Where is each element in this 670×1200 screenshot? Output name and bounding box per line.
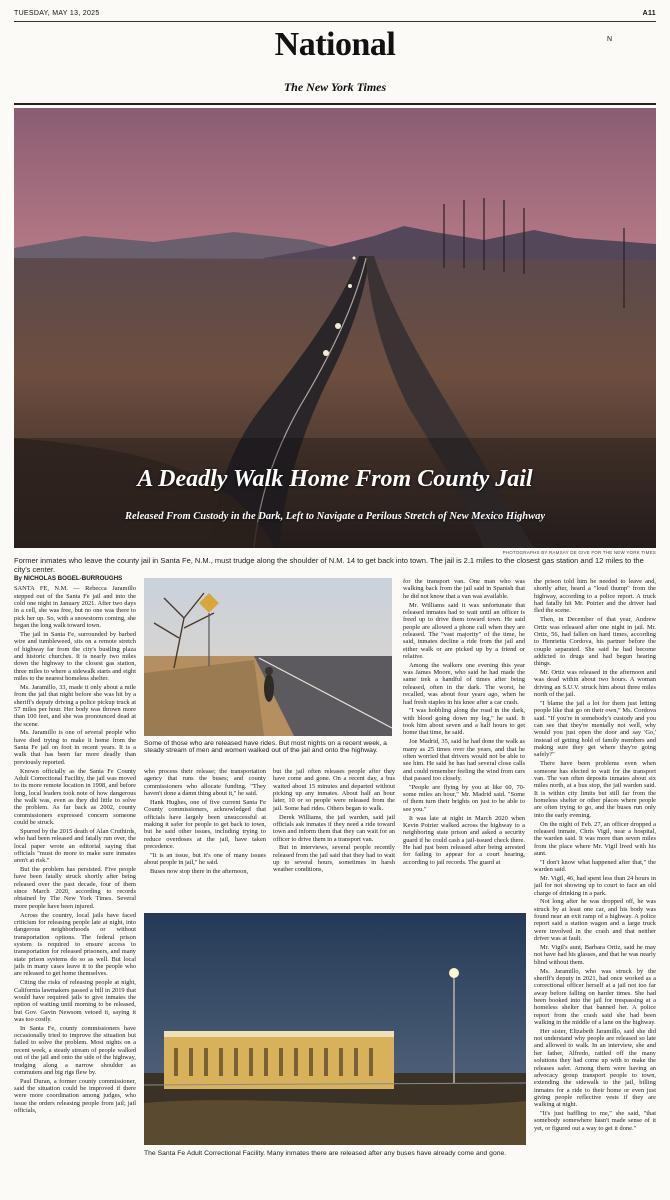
paragraph: Hank Hughes, one of five current Santa Fe County commissioners, acknowledged that officials have largely been unsuccessful at making it safer for people to get back to town, but he said other issues, including trying to reduce overdoses at the jail, have taken precedence. [144,798,266,850]
byline: By NICHOLAS BOGEL-BURROUGHS [14,575,123,582]
photo-correctional-facility [144,913,526,1145]
paragraph: Mr. Vigil, 46, had spent less than 24 hours in jail for not showing up to court to face an old charge of drinking in a park. [534,874,656,897]
photo2-caption: The Santa Fe Adult Correctional Facility. Many inmates there are released after any buses have already come and gone. [144,1150,507,1157]
paragraph: On the night of Feb. 27, an officer dropped a released inmate, Chris Vigil, near a hospital, the warden said. It was more than seven miles from the place where Mr. Vigil lived with his aunt. [534,820,656,857]
top-line [14,8,656,20]
page-number: A11 [642,10,656,17]
paragraph: Mr. Vigil's aunt, Barbara Ortiz, said he may not have had his glasses, and that he was nearly blind without them. [534,944,656,966]
issue-date: TUESDAY, MAY 13, 2025 [14,10,100,17]
paragraph: Buses now stop there in the afternoon, [150,867,249,875]
top-rule [14,21,656,22]
paragraph: Mr. Ortiz was released in the afternoon and was dead within about two hours. A woman driving an S.U.V. struck him about three miles north of the jail. [534,669,656,699]
hero-photo [14,108,656,548]
paragraph: "I blame the jail a lot for them just letting people like that go on their own," Ms. Cordova said. "If you're in somebody's custody and you can see that they're mentally not well, why would you just open the door and say 'Go,' instead of getting hold of family members and making sure they get where they're going safely?" [534,700,656,759]
subheadline: Released From Custody in the Dark, Left to Navigate a Perilous Stretch of New Mexico Highway [125,511,545,522]
paragraph: Derek Williams, the jail warden, said jail officials ask inmates if they need a ride toward town and inform them that they can wait for an officer to drive them in a transport van. [273,813,395,843]
paragraph: Spurred by the 2015 death of Alan Cruthirds, who had been released and fatally run over, the local paper wrote an editorial saying that officials "must do more to make sure inmates aren't at risk." [14,827,136,865]
article-column-2 [144,768,266,877]
paragraph: Across the country, local jails have faced criticism for releasing people late at night, into dangerous neighborhoods or without transportation options. The federal prison system is required to ensure access to transportation for released prisoners, and many state prison systems do so as well. But local jails in many cases leave it to the people who are released to get home themselves. [14,911,136,978]
section-title: National [274,26,396,63]
hero-caption: Former inmates who leave the county jail in Santa Fe, N.M., must trudge along the shoulder of N.M. 14 to get back into town. The jail is 2.1 miles to the closest gas station and 12 miles to the city's center. [14,556,644,574]
masthead: The New York Times [283,80,387,94]
photo-walker [144,578,392,736]
paragraph: but the jail often releases people after they have come and gone. On a recent day, a bus waited about 15 minutes and departed without picking up any inmates. About half an hour later, 10 or so people were released from the jail. Some had rides. Others began to walk. [273,768,395,812]
facility-night-image [144,913,526,1145]
paragraph: who process their release; the transportation agency that runs the buses; and county commissioners who allocate funding. "They haven't done a damn thing about it," he said. [144,768,266,798]
paragraph: Then, in December of that year, Andrew Ortiz was released after one night in jail. Mr. Ortiz, 56, had fallen on hard times, according to Henrietta Cordova, his partner before the couple separated. She said he had become addicted to drugs and had begun hearing things. [534,616,656,668]
photo-credit: PHOTOGRAPHS BY RAMSAY DE GIVE FOR THE NEW YORK TIMES [502,550,656,555]
article-column-1 [14,575,136,1116]
paragraph: Citing the risks of releasing people at night, California lawmakers passed a bill in 2019 that would have required jails to give inmates the option of waiting until morning to be released, but Gov. Gavin Newsom vetoed it, saying it was too costly. [14,979,136,1023]
paragraph: "People are flying by you at like 60, 70-some miles an hour," Mr. Madrid said. "Some of them turn their brights on just to be able to see you." [403,783,525,813]
headline: A Deadly Walk Home From County Jail [137,466,533,492]
paragraph: the prison told him he needed to leave and, shortly after, heard a "loud thump" from the highway, according to a police report. A truck had fatally hit Mr. Poirier and the driver had fled the scene. [534,578,656,615]
masthead-rule [14,103,656,105]
paragraph: "It's just baffling to me," she said, "that somebody somewhere hasn't made sense of it yet, or figured out a way to get it done." [534,1110,656,1132]
paragraph: But in interviews, several people recently released from the jail said that they had to wait up to several hours, sometimes in harsh weather conditions, [273,844,395,874]
paragraph: "I don't know what happened after that," the warden said. [534,858,656,874]
paragraph: Ms. Jaramillo, who was struck by the sheriff's deputy in 2021, had once worked as a correctional officer herself at a jail not too far away before falling on harder times. She had been booked into the jail for trespassing at a homeless shelter that banned her. A police report from the crash said she had been walking in the middle of a lane on the highway. [534,967,656,1026]
paragraph: Ms. Jaramillo, 33, made it only about a mile from the jail that night before she was hit by a sheriff's deputy driving a police pickup truck at 57 miles per hour. Her body was thrown more than 100 feet, and she was pronounced dead at the scene. [14,683,136,728]
paragraph: "I was hobbling along the road in the dark, with blood going down my leg," he said. It took him about seven and a half hours to get home that time, he said. [403,707,525,737]
paragraph: for the transport van. One man who was walking back from the jail said in Spanish that he did not know that a van was available. [403,578,525,600]
paragraph: Her sister, Elizabeth Jaramillo, said she did not understand why people are released so late and allowed to walk. In an interview, she and her father, Alfredo, rattled off the many solutions they had come up with to make the releases safer. Among them were having an advocacy group transport people to town, extending the sidewalk to the jail, billing inmates for a ride to their home or even just giving people reflective vests if they are walking at night. [534,1027,656,1109]
walker-on-highway-image [144,578,392,736]
paragraph: But the problem has persisted. Five people have been fatally struck shortly after being released over the past decade, four of them since March 2020, according to records obtained by The New York Times. Several more people have been injured. [14,866,136,910]
paragraph: There have been problems even when someone has elected to wait for the transport van. The van often deposits inmates about six miles north, at a bus stop, the jail warden said. It is within city limits but still far from the homeless shelter or other places where people are often trying to go, and the buses run only into the early evening. [534,760,656,819]
paragraph: Not long after he was dropped off, he was struck by at least one car, and his body was found near an exit ramp of a highway. A police report said a station wagon and a large truck were involved in the crash and that neither driver was at fault. [534,898,656,943]
paragraph: Known officially as the Santa Fe County Adult Correctional Facility, the jail was moved to its more remote location in 1998, and before long, local leaders took note of how dangerous the walk was, even as they did little to solve the problem. As far back as 2002, county commissioners expressed concern someone could be struck. [14,767,136,826]
article-column-4 [403,578,525,868]
paragraph: "It is an issue, but it's one of many issues about people in jail," he said. [144,851,266,867]
section-mark: N [606,36,612,43]
article-column-3 [273,768,395,875]
photo1-caption: Some of those who are released have rides. But most nights on a recent week, a steady stream of men and women walked out of the jail and onto the highway. [144,740,387,754]
paragraph: Mr. Williams said it was unfortunate that released inmates had to wait until an officer is freed up to drive them toward town. He said people are allowed a phone call when they are released. The "vast majority" of the time, he said, inmates decline a ride from the jail and either walk or are picked up by a friend or relative. [403,601,525,660]
paragraph: Joe Madrid, 35, said he had done the walk as many as 25 times over the years, and that he often worried that drivers would not be able to see him. He said he has had several close calls and could remember feeling the wind from cars that passed too closely. [403,738,525,782]
paragraph: SANTA FE, N.M. — Rebecca Jaramillo stepped out of the Santa Fe jail and into the cold one night in January 2021. After two days in a cell, she was free, but no one was there to pick her up. So, with a snowstorm coming, she began the long walk toward town. [14,585,136,630]
paragraph: Among the walkers one evening this year was James Moore, who said he had made the same trek a handful of times after being released, often in the dark. The worst, he recalled, was about four years ago, when he had fresh staples in his knee after a car crash. [403,661,525,706]
article-column-5 [534,578,656,1134]
paragraph: The jail in Santa Fe, surrounded by barbed wire and tumbleweed, sits on a remote stretch of highway far from the city's bustling plaza and historic churches. It is nearly two miles down the highway to the closest gas station, three miles to where a sidewalk starts and eight miles to the nearest homeless shelter. [14,630,136,682]
paragraph: It was late at night in March 2020 when Kevin Poirier walked across the highway to a neighboring state prison and asked a security guard if he could cash a jail-issued check there. He had just been released after being arrested for failing to appear for a court hearing, according to jail records. The guard at [403,814,525,866]
paragraph: Paul Duran, a former county commissioner, said the situation could be improved if there were more coordination among judges, who issue the orders releasing people from jail; jail officials, [14,1077,136,1115]
paragraph: In Santa Fe, county commissioners have occasionally tried to improve the situation but failed to solve the problem. Most nights on a recent week, a steady stream of people walked out of the jail and onto the side of the highway, trudging along a narrow shoulder as commuters and big rigs flew by. [14,1024,136,1076]
paragraph: Ms. Jaramillo is one of several people who have died trying to make it home from the Santa Fe jail on foot in recent years. It is a walk that has been far more deadly than previously reported. [14,729,136,766]
